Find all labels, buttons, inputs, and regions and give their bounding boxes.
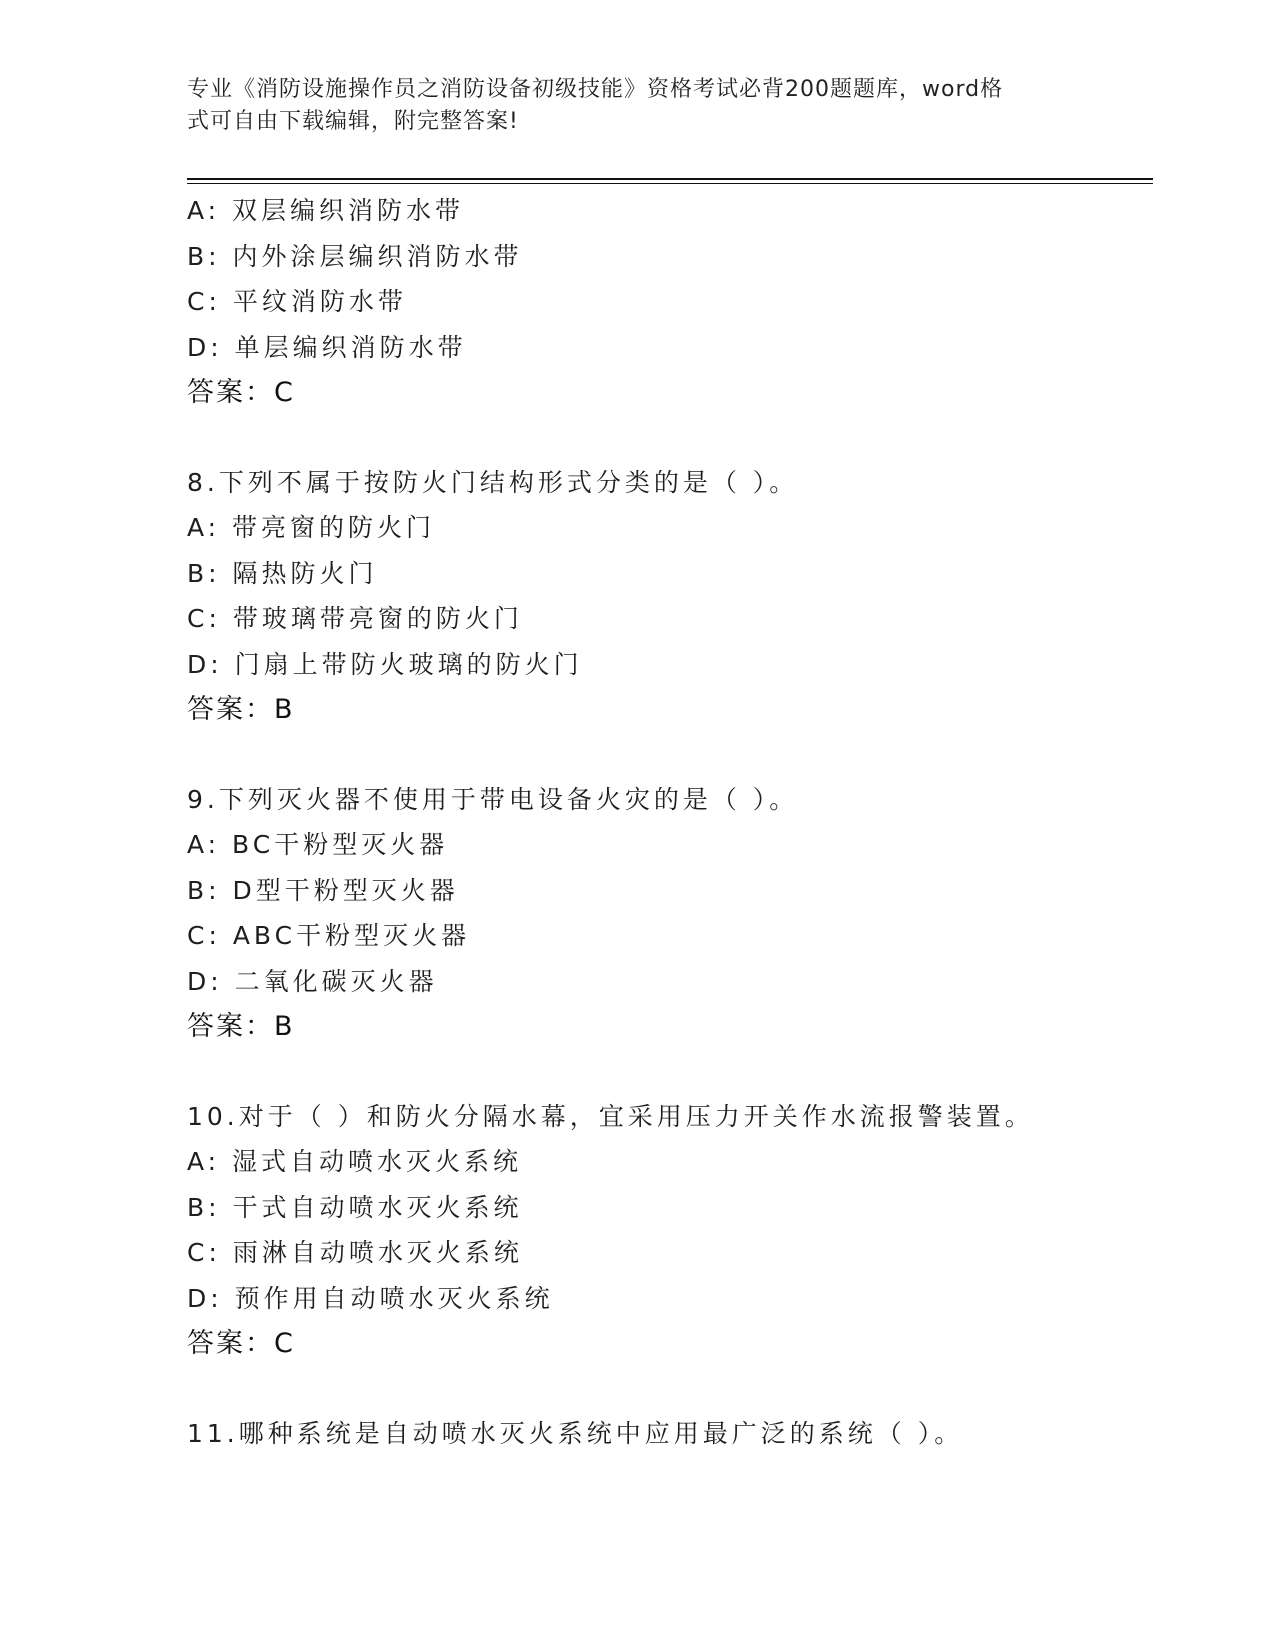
question-8-block	[187, 460, 1147, 733]
q8-option-b: B: 隔热防火门	[187, 558, 378, 588]
q8-option-c: C: 带玻璃带亮窗的防火门	[187, 604, 523, 633]
q8-question: 8.下列不属于按防火门结构形式分类的是（ ）。	[187, 467, 799, 497]
q7-answer: 答案：C	[187, 377, 295, 408]
question-10-block	[187, 1094, 1147, 1367]
q9-option-a: A: BC干粉型灭火器	[187, 830, 449, 859]
q10-option-d: D: 预作用自动喷水灭火系统	[187, 1283, 554, 1313]
q9-option-d: D: 二氧化碳灭火器	[187, 966, 438, 996]
header-line-1: 专业《消防设施操作员之消防设备初级技能》资格考试必背200题题库，word格	[187, 77, 1004, 102]
q10-option-a: A: 湿式自动喷水灭火系统	[187, 1147, 523, 1176]
q10-option-b: B: 干式自动喷水灭火系统	[187, 1192, 523, 1222]
q9-question: 9.下列灭火器不使用于带电设备火灾的是（ ）。	[187, 784, 799, 814]
question-content	[187, 188, 1147, 1456]
q7-option-d: D: 单层编织消防水带	[187, 332, 467, 362]
q8-option-a: A: 带亮窗的防火门	[187, 513, 436, 542]
q9-option-c: C: ABC干粉型灭火器	[187, 921, 471, 950]
q8-option-d: D: 门扇上带防火玻璃的防火门	[187, 649, 583, 679]
q7-option-c: C: 平纹消防水带	[187, 287, 407, 316]
q9-option-b: B: D型干粉型灭火器	[187, 875, 459, 905]
question-7-block	[187, 188, 1147, 416]
q8-answer: 答案：B	[187, 694, 295, 725]
q10-option-c: C: 雨淋自动喷水灭火系统	[187, 1238, 523, 1267]
q9-answer: 答案：B	[187, 1011, 295, 1042]
header-line-2: 式可自由下载编辑，附完整答案!	[187, 109, 519, 134]
q10-question: 10.对于（ ）和防火分隔水幕，宜采用压力开关作水流报警装置。	[187, 1101, 1034, 1131]
question-9-block	[187, 777, 1147, 1050]
header-rule-top	[187, 178, 1153, 180]
question-11-block	[187, 1411, 1147, 1457]
document-header	[187, 74, 1067, 138]
header-rule-bottom	[187, 183, 1153, 184]
q11-question: 11.哪种系统是自动喷水灭火系统中应用最广泛的系统（ ）。	[187, 1418, 964, 1448]
q7-option-a: A: 双层编织消防水带	[187, 196, 465, 225]
q7-option-b: B: 内外涂层编织消防水带	[187, 241, 523, 271]
q10-answer: 答案：C	[187, 1328, 295, 1359]
